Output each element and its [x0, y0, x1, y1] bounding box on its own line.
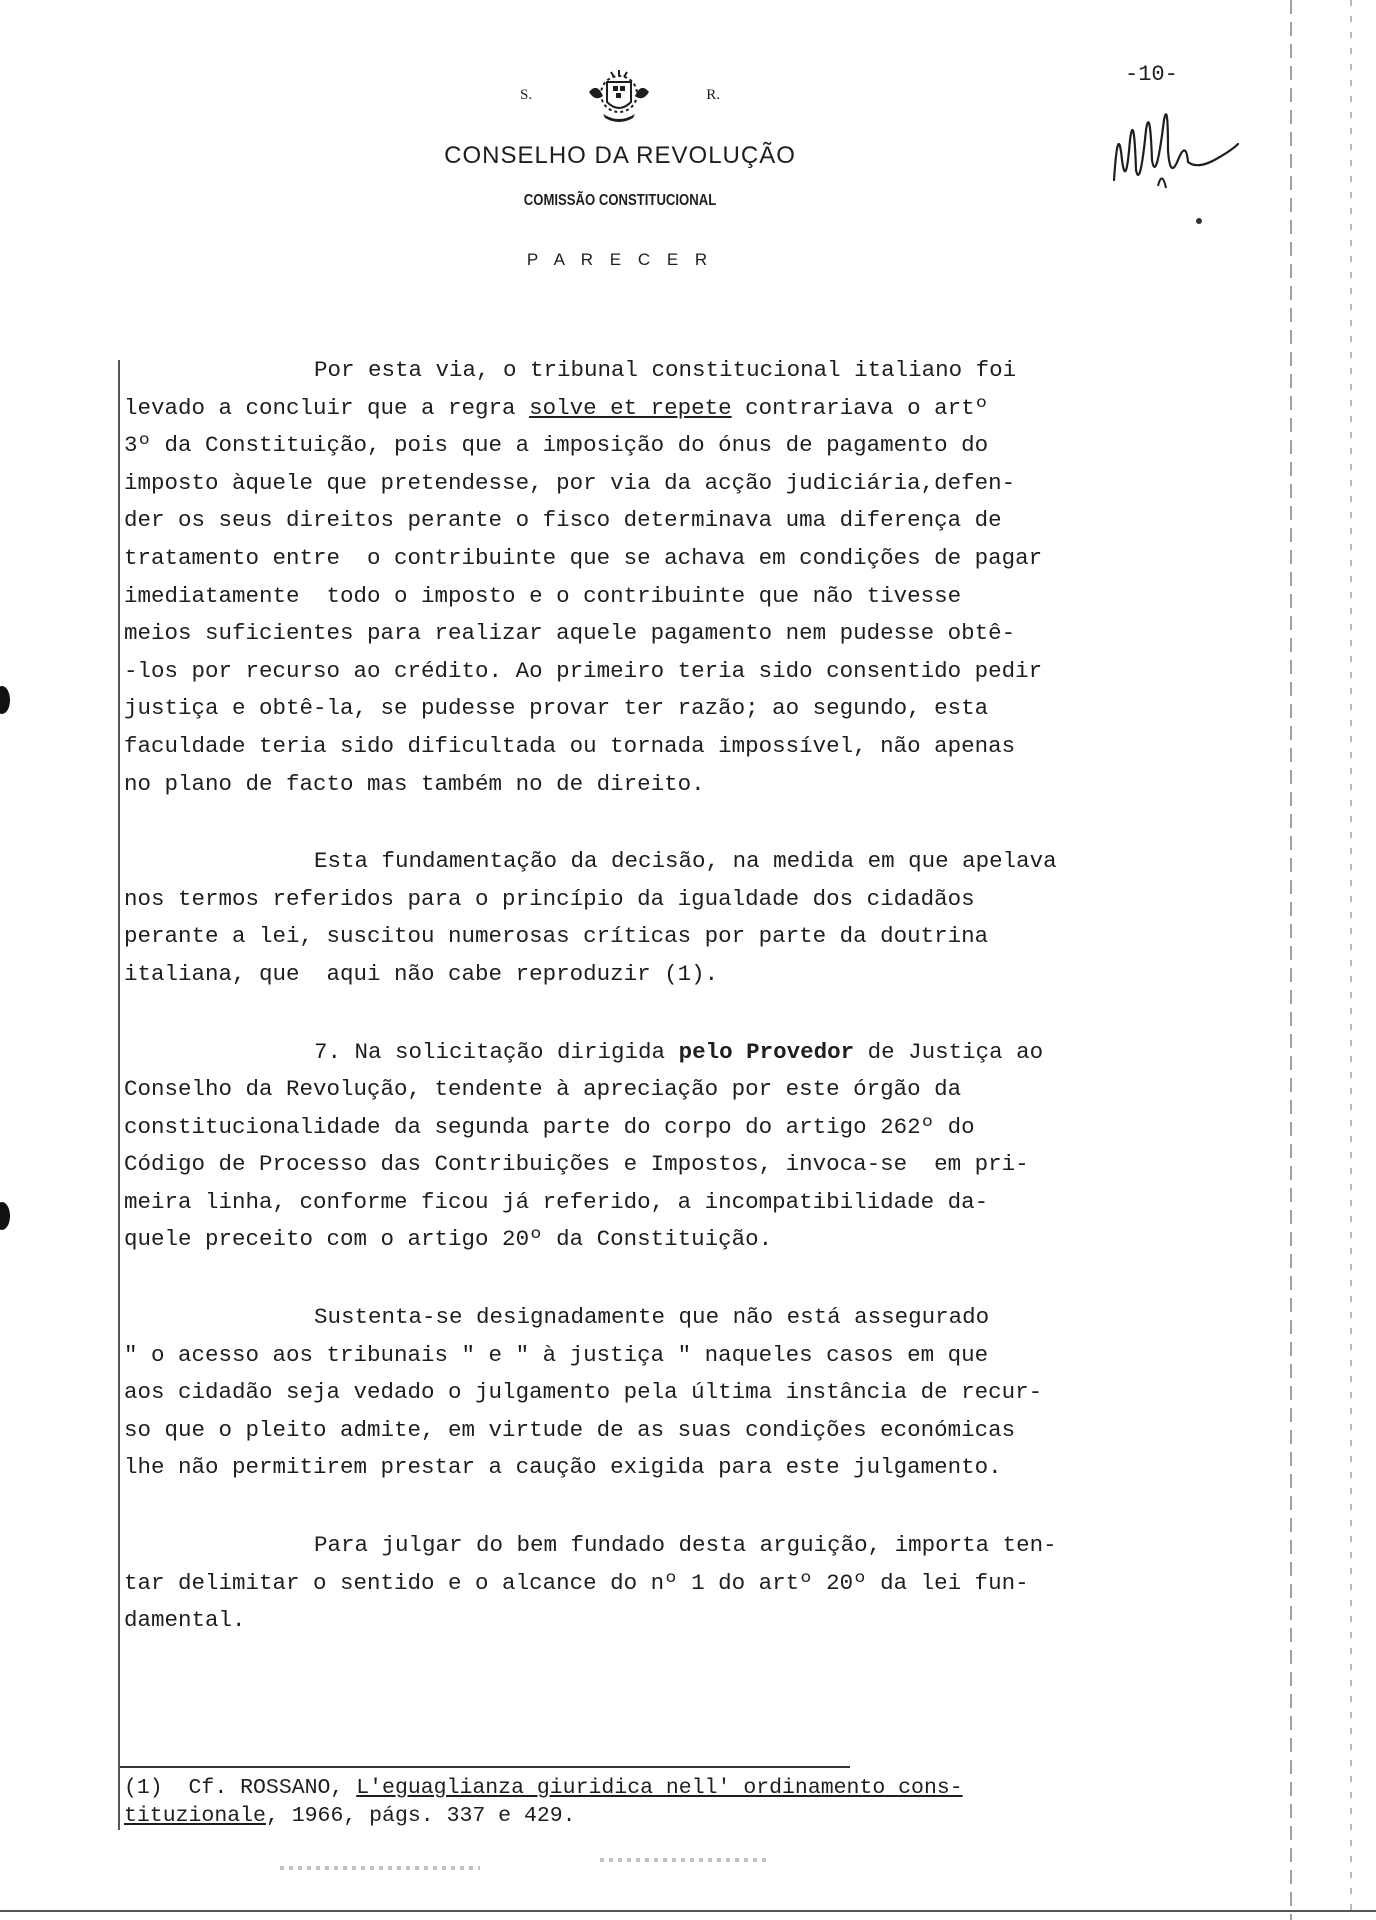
text-line: constitucionalidade da segunda parte do corpo do artigo 262º do [124, 1113, 975, 1140]
text-line: der os seus direitos perante o fisco determinava uma diferença de [124, 507, 1002, 534]
text-line: no plano de facto mas também no de direito. [124, 770, 705, 797]
emblem-row [520, 60, 720, 130]
bold-phrase: pelo Provedor [678, 1038, 855, 1065]
footnote-line [124, 1774, 1244, 1802]
text-line [124, 390, 1244, 428]
footnote [124, 1774, 1244, 1830]
text-run: contrariava o artº [731, 394, 989, 421]
paragraph-2 [124, 843, 1244, 993]
punch-hole [0, 1202, 10, 1230]
text-line: aos cidadão seja vedado o julgamento pela última instância de recur- [124, 1379, 1043, 1406]
text-line: italiana, que aqui não cabe reproduzir (1). [124, 960, 719, 987]
text-line: Para julgar do bem fundado desta arguição, importa ten- [314, 1532, 1057, 1559]
footnote-rule [120, 1766, 850, 1768]
council-title: CONSELHO DA REVOLUÇÃO [444, 142, 796, 169]
scan-smudge [600, 1858, 770, 1862]
text-line: meira linha, conforme ficou já referido, a incompatibilidade da- [124, 1188, 989, 1215]
text-line [124, 1034, 1244, 1072]
paragraph-3 [124, 1034, 1244, 1260]
emblem-left-letter: S. [520, 86, 533, 103]
document-type: P A R E C E R [526, 250, 714, 269]
text-line: 3º da Constituição, pois que a imposição do ónus de pagamento do [124, 432, 989, 459]
ink-dot [1196, 218, 1202, 224]
text-line: Esta fundamentação da decisão, na medida em que apelava [314, 848, 1057, 875]
paragraph-gap [124, 803, 1244, 843]
text-line: meios suficientes para realizar aquele pagamento nem pudesse obtê- [124, 620, 1016, 647]
text-line: tratamento entre o contribuinte que se achava em condições de pagar [124, 544, 1043, 571]
footnote-ref: (1) Cf. ROSSANO, [124, 1776, 357, 1800]
footnote-line [124, 1802, 1244, 1830]
page-number: -10- [1125, 62, 1178, 87]
text-line: lhe não permitirem prestar a caução exigida para este julgamento. [124, 1454, 1002, 1481]
text-line: imediatamente todo o imposto e o contribuinte que não tivesse [124, 582, 962, 609]
text-line: so que o pleito admite, em virtude de as suas condições económicas [124, 1416, 1016, 1443]
emblem-right-letter: R. [706, 86, 720, 103]
text-line: damental. [124, 1607, 246, 1634]
text-line: faculdade teria sido dificultada ou tornada impossível, não apenas [124, 732, 1016, 759]
scan-edge-line [1290, 0, 1292, 1920]
coat-of-arms-emblem [583, 62, 655, 128]
paragraph-gap [124, 1487, 1244, 1527]
footnote-pages: , 1966, págs. 337 e 429. [265, 1804, 576, 1828]
text-line: Por esta via, o tribunal constitucional italiano foi [314, 357, 1017, 383]
commission-title: COMISSÃO CONSTITUCIONAL [523, 192, 717, 209]
text-line: quele preceito com o artigo 20º da Constituição. [124, 1226, 773, 1253]
document-body [124, 352, 1244, 1640]
paragraph-gap [124, 994, 1244, 1034]
scan-smudge [280, 1866, 480, 1870]
footnote-title: L'eguaglianza giuridica nell' ordinamento cons- [356, 1776, 963, 1800]
scan-bottom-edge [0, 1910, 1376, 1912]
text-run: de Justiça ao [854, 1038, 1044, 1065]
text-line: Conselho da Revolução, tendente à apreciação por este órgão da [124, 1076, 962, 1103]
text-line: Sustenta-se designadamente que não está assegurado [314, 1304, 990, 1331]
underlined-phrase: solve et repete [529, 394, 732, 421]
margin-rule [118, 360, 120, 1830]
punch-hole [0, 686, 10, 714]
scan-edge-line [1350, 0, 1352, 1920]
text-line: imposto àquele que pretendesse, por via da acção judiciária,defen- [124, 469, 1016, 496]
text-line: tar delimitar o sentido e o alcance do nº 1 do artº 20º da lei fun- [124, 1569, 1029, 1596]
handwritten-signature [1108, 100, 1248, 200]
text-line: -los por recurso ao crédito. Ao primeiro teria sido consentido pedir [124, 657, 1043, 684]
text-line: perante a lei, suscitou numerosas críticas por parte da doutrina [124, 923, 989, 950]
text-run: 7. Na solicitação dirigida [314, 1038, 679, 1065]
text-line: Código de Processo das Contribuições e Impostos, invoca-se em pri- [124, 1151, 1029, 1178]
text-line: nos termos referidos para o princípio da igualdade dos cidadãos [124, 885, 975, 912]
paragraph-gap [124, 1259, 1244, 1299]
text-line: justiça e obtê-la, se pudesse provar ter razão; ao segundo, esta [124, 695, 989, 722]
text-run: levado a concluir que a regra [124, 394, 530, 421]
footnote-title: tituzionale [124, 1804, 266, 1828]
paragraph-1 [124, 352, 1244, 803]
paragraph-4 [124, 1299, 1244, 1487]
text-line: " o acesso aos tribunais " e " à justiça " naqueles casos em que [124, 1341, 989, 1368]
paragraph-5 [124, 1527, 1244, 1640]
